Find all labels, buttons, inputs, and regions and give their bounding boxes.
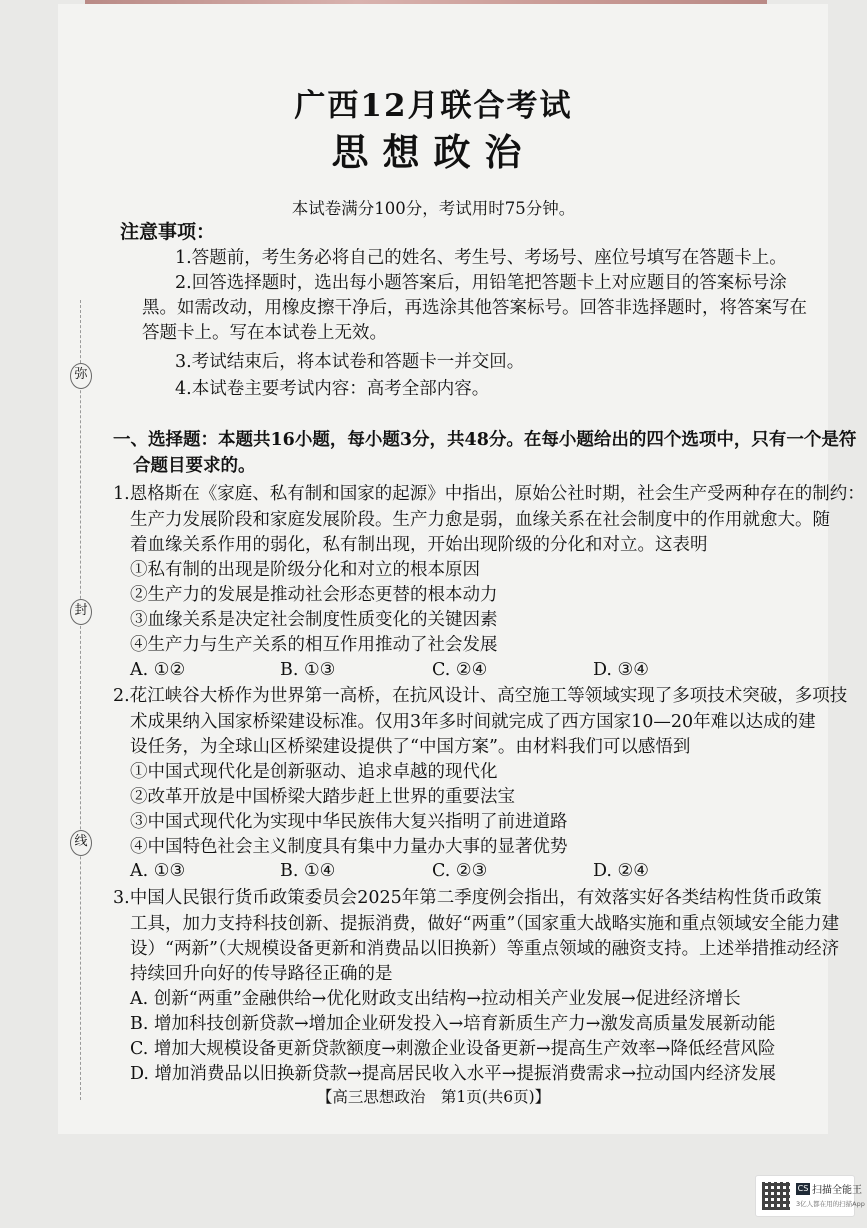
notice-line: 2.回答选择题时，选出每小题答案后，用铅笔把答题卡上对应题目的答案标号涂 [175,273,787,293]
q1-statement: ③血缘关系是决定社会制度性质变化的关键因素 [130,610,498,630]
q2-option-b[interactable]: B. ①④ [280,861,336,881]
q1-option-a[interactable]: A. ①② [130,660,186,680]
q1-statement: ①私有制的出现是阶级分化和对立的根本原因 [130,560,480,580]
binding-dashed-line [80,300,81,1100]
q1-options [130,658,780,682]
q3-stem-line: 工具，加力支持科技创新、提振消费，做好“两重”（国家重大战略实施和重点领域安全能力建 [130,914,840,934]
camscanner-logo-icon: CS [797,1184,809,1193]
q1-statement: ②生产力的发展是推动社会形态更替的根本动力 [130,585,498,605]
q2-statement: ④中国特色社会主义制度具有集中力量办大事的显著优势 [130,837,568,857]
q2-statement: ②改革开放是中国桥梁大踏步赶上世界的重要法宝 [130,787,515,807]
q3-option-c[interactable]: C. 增加大规模设备更新贷款额度→刺激企业设备更新→提高生产效率→降低经营风险 [130,1039,776,1059]
page-footer: 【高三思想政治 第1页(共6页)】 [316,1088,551,1106]
q2-stem-line: 设任务，为全球山区桥梁建设提供了“中国方案”。由材料我们可以感悟到 [130,737,691,757]
qr-code-icon [762,1182,790,1210]
q2-stem-line: 2.花江峡谷大桥作为世界第一高桥，在抗风设计、高空施工等领域实现了多项技术突破，多项技 [113,686,848,706]
notice-line: 3.考试结束后，将本试卷和答题卡一并交回。 [175,352,525,372]
exam-title: 广西12月联合考试 [294,88,573,124]
q1-option-d[interactable]: D. ③④ [593,660,649,680]
q3-option-a[interactable]: A. 创新“两重”金融供给→优化财政支出结构→拉动相关产业发展→促进经济增长 [130,989,741,1009]
notice-line: 答题卡上。写在本试卷上无效。 [142,323,387,343]
q1-stem-line: 着血缘关系作用的弱化，私有制出现，开始出现阶级的分化和对立。这表明 [130,535,708,555]
margin-mark-feng: 封 [70,599,92,625]
notice-line: 4.本试卷主要考试内容：高考全部内容。 [175,379,490,399]
q2-statement: ①中国式现代化是创新驱动、追求卓越的现代化 [130,762,498,782]
q1-stem-line: 生产力发展阶段和家庭发展阶段。生产力愈是弱，血缘关系在社会制度中的作用就愈大。随 [130,510,830,530]
notice-line: 1.答题前，考生务必将自己的姓名、考生号、考场号、座位号填写在答题卡上。 [175,248,787,268]
margin-mark-mi: 弥 [70,363,92,389]
q2-option-c[interactable]: C. ②③ [432,861,488,881]
section-heading-cont: 合题目要求的。 [133,456,256,476]
scanner-watermark [755,1175,865,1217]
scanner-app-name: 扫描全能王 [812,1185,862,1196]
section-heading: 一、选择题：本题共16小题，每小题3分，共48分。在每小题给出的四个选项中，只有一个是符 [113,430,857,450]
q2-option-a[interactable]: A. ①③ [130,861,186,881]
exam-info: 本试卷满分100分，考试用时75分钟。 [291,199,576,218]
q3-stem-line: 持续回升向好的传导路径正确的是 [130,964,393,984]
q3-stem-line: 设）“两新”（大规模设备更新和消费品以旧换新）等重点领域的融资支持。上述举措推动经济 [130,939,840,959]
q1-option-b[interactable]: B. ①③ [280,660,336,680]
margin-mark-xian: 线 [70,830,92,856]
q2-statement: ③中国式现代化为实现中华民族伟大复兴指明了前进道路 [130,812,568,832]
q2-stem-line: 术成果纳入国家桥梁建设标准。仅用3年多时间就完成了西方国家10—20年难以达成的建 [130,712,816,732]
q1-statement: ④生产力与生产关系的相互作用推动了社会发展 [130,635,498,655]
q3-option-d[interactable]: D. 增加消费品以旧换新贷款→提高居民收入水平→提振消费需求→拉动国内经济发展 [130,1064,777,1084]
q1-option-c[interactable]: C. ②④ [432,660,488,680]
q3-option-b[interactable]: B. 增加科技创新贷款→增加企业研发投入→培育新质生产力→激发高质量发展新动能 [130,1014,776,1034]
q2-options [130,859,780,883]
notice-line: 黑。如需改动，用橡皮擦干净后，再选涂其他答案标号。回答非选择题时，将答案写在 [142,298,807,318]
q3-stem-line: 3.中国人民银行货币政策委员会2025年第二季度例会指出，有效落实好各类结构性货币政策 [113,888,822,908]
notice-title: 注意事项： [120,221,216,243]
subject-title: 思想政治 [331,130,536,174]
scanner-tagline: 3亿人都在用的扫描App [796,1200,865,1208]
q2-option-d[interactable]: D. ②④ [593,861,649,881]
q1-stem-line: 1.恩格斯在《家庭、私有制和国家的起源》中指出，原始公社时期，社会生产受两种存在的制约： [113,484,865,504]
